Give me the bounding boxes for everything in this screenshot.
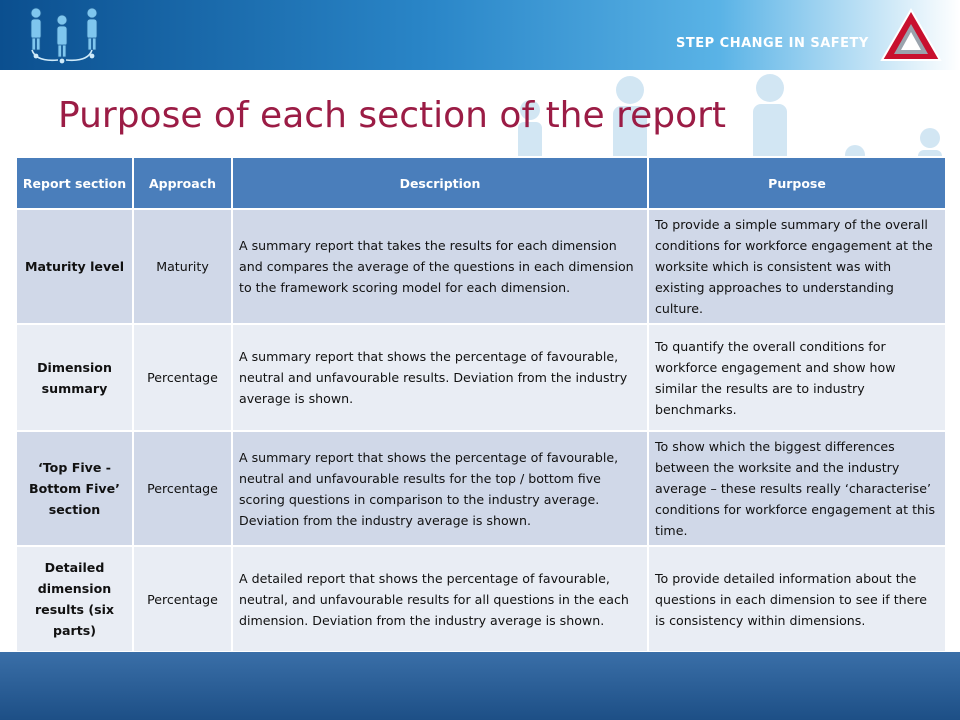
purpose-cell: To provide a simple summary of the overall conditions for workforce engagement at the worksite which is consistent was with existing approaches to understanding culture. (649, 210, 945, 323)
table-row (17, 432, 945, 545)
approach-cell: Percentage (134, 325, 231, 430)
report-section-cell: Maturity level (17, 210, 132, 323)
table-row (17, 547, 945, 651)
description-cell: A detailed report that shows the percentage of favourable, neutral, and unfavourable results for all questions in the each dimension. Deviation from the industry average is shown. (233, 547, 647, 651)
footer-band (0, 652, 960, 720)
description-cell: A summary report that takes the results for each dimension and compares the average of the questions in each dimension to the framework scoring model for each dimension. (233, 210, 647, 323)
approach-cell: Percentage (134, 547, 231, 651)
column-header: Approach (134, 158, 231, 208)
report-section-cell: ‘Top Five - Bottom Five’ section (17, 432, 132, 545)
report-section-cell: Detailed dimension results (six parts) (17, 547, 132, 651)
table-header-row (17, 158, 945, 208)
column-header: Purpose (649, 158, 945, 208)
purpose-cell: To quantify the overall conditions for workforce engagement and show how similar the results are to industry benchmarks. (649, 325, 945, 430)
approach-cell: Percentage (134, 432, 231, 545)
approach-cell: Maturity (134, 210, 231, 323)
page-title: Purpose of each section of the report (58, 95, 727, 136)
report-section-cell: Dimension summary (17, 325, 132, 430)
purpose-cell: To show which the biggest differences between the worksite and the industry average – these results really ‘characterise’ conditions for workforce engagement at this time. (649, 432, 945, 545)
table-row (17, 325, 945, 430)
column-header: Description (233, 158, 647, 208)
report-sections-table (15, 156, 947, 653)
network-people-icon (22, 6, 112, 64)
column-header: Report section (17, 158, 132, 208)
table-row (17, 210, 945, 323)
description-cell: A summary report that shows the percentage of favourable, neutral and unfavourable results for the top / bottom five scoring questions in comparison to the industry average. Deviation from the industry average is shown. (233, 432, 647, 545)
header-banner (0, 0, 960, 70)
purpose-cell: To provide detailed information about the questions in each dimension to see if there is consistency within dimensions. (649, 547, 945, 651)
triangle-logo-icon (880, 8, 942, 64)
brand-text: STEP CHANGE IN SAFETY (676, 36, 869, 51)
description-cell: A summary report that shows the percentage of favourable, neutral and unfavourable results. Deviation from the industry average is shown. (233, 325, 647, 430)
